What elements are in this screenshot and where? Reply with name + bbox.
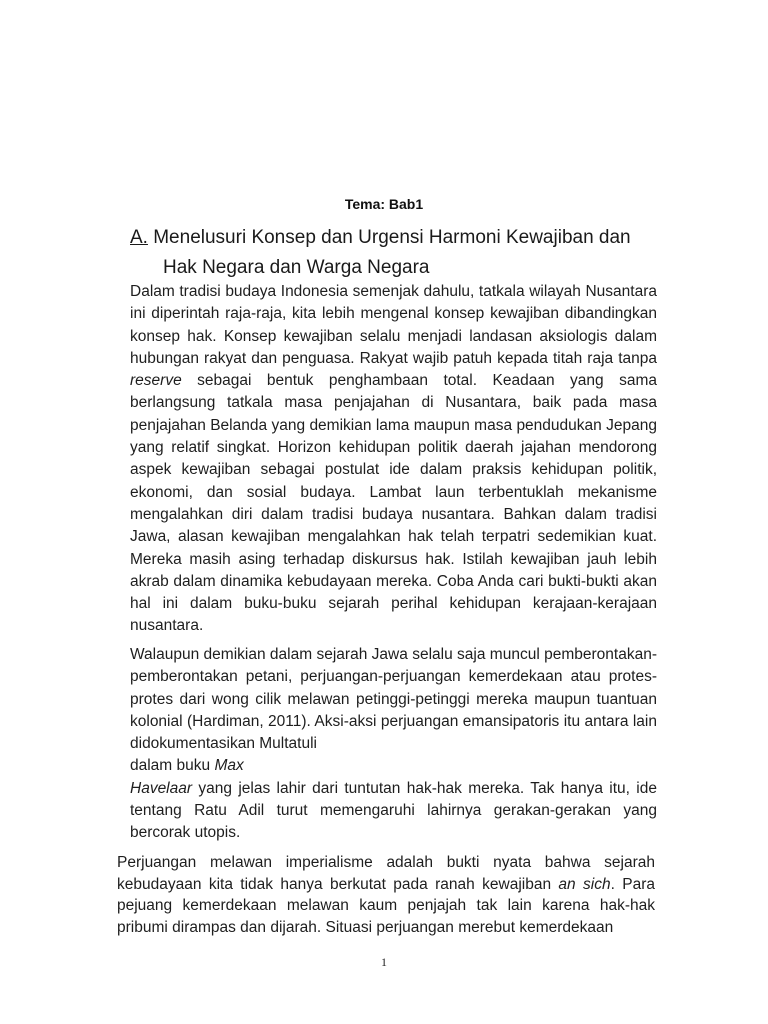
paragraph-1-italic: reserve: [130, 372, 182, 390]
paragraph-2-buku-text: dalam buku: [130, 757, 215, 775]
section-heading-line1: Menelusuri Konsep dan Urgensi Harmoni Kewajiban dan: [153, 227, 631, 248]
theme-title: Tema: Bab1: [344, 196, 424, 212]
paragraph-2-italic-1: Max: [214, 757, 244, 775]
paragraph-2-italic-2: Havelaar: [130, 779, 193, 797]
paragraph-2: [130, 644, 657, 845]
paragraph-3-text-a: Perjuangan melawan imperialisme adalah bukti nyata bahwa sejarah kebudayaan kita tidak hanya berkutat pada ranah kewajiban: [117, 854, 655, 893]
paragraph-1-text-a: Dalam tradisi budaya Indonesia semenjak dahulu, tatkala wilayah Nusantara ini diperintah raja-raja, kita lebih mengenal konsep kewajiban dibandingkan konsep hak. Konsep kewajiban selalu menjadi landasan aksiologis dalam hubungan rakyat dan penguasa. Rakyat wajib patuh kepada titah raja tanpa: [130, 283, 657, 367]
paragraph-1-text-b: sebagai bentuk penghambaan total. Keadaan yang sama berlangsung tatkala masa penjajahan di Nusantara, baik pada masa penjajahan Belanda yang demikian lama maupun masa pendudukan Jepang yang relatif singkat. Horizon kehidupan politik daerah jajahan mendorong aspek kewajiban sebagai postulat ide dalam praksis kehidupan politik, ekonomi, dan sosial budaya. Lambat laun terbentuklah mekanisme mengalahkan diri dalam tradisi budaya nusantara. Bahkan dalam tradisi Jawa, alasan kewajiban mengalahkan hak telah terpatri sedemikian kuat. Mereka masih asing terhadap diskursus hak. Istilah kewajiban jauh lebih akrab dalam dinamika kebudayaan mereka. Coba Anda cari bukti-bukti akan hal ini dalam buku-buku sejarah perihal kehidupan kerajaan-kerajaan nusantara.: [130, 372, 657, 635]
section-heading: [130, 223, 670, 283]
paragraph-3: [117, 852, 655, 938]
section-marker: A.: [130, 227, 148, 248]
section-heading-line2: Hak Negara dan Warga Negara: [163, 257, 430, 278]
paragraph-2-text-a: Walaupun demikian dalam sejarah Jawa selalu saja muncul pemberontakan-pemberontakan petani, perjuangan-perjuangan kemerdekaan atau protes-protes dari wong cilik melawan petinggi-petinggi mereka maupun tuantuan kolonial (Hardiman, 2011). Aksi-aksi perjuangan emansipatoris itu antara lain didokumentasikan Multatuli: [130, 646, 657, 753]
page-number: 1: [381, 955, 387, 969]
paragraph-1: [130, 281, 657, 638]
paragraph-2-text-b: yang jelas lahir dari tuntutan hak-hak mereka. Tak hanya itu, ide tentang Ratu Adil turut memengaruhi lahirnya gerakan-gerakan yang bercorak utopis.: [130, 779, 657, 842]
paragraph-3-text-b: . Para pejuang kemerdekaan melawan kaum penjajah tak lain karena hak-hak pribumi dirampas dan dijarah. Situasi perjuangan merebut kemerdekaan: [117, 875, 655, 936]
paragraph-3-italic: an sich: [558, 875, 611, 893]
paragraph-2-buku-line: [130, 755, 657, 777]
